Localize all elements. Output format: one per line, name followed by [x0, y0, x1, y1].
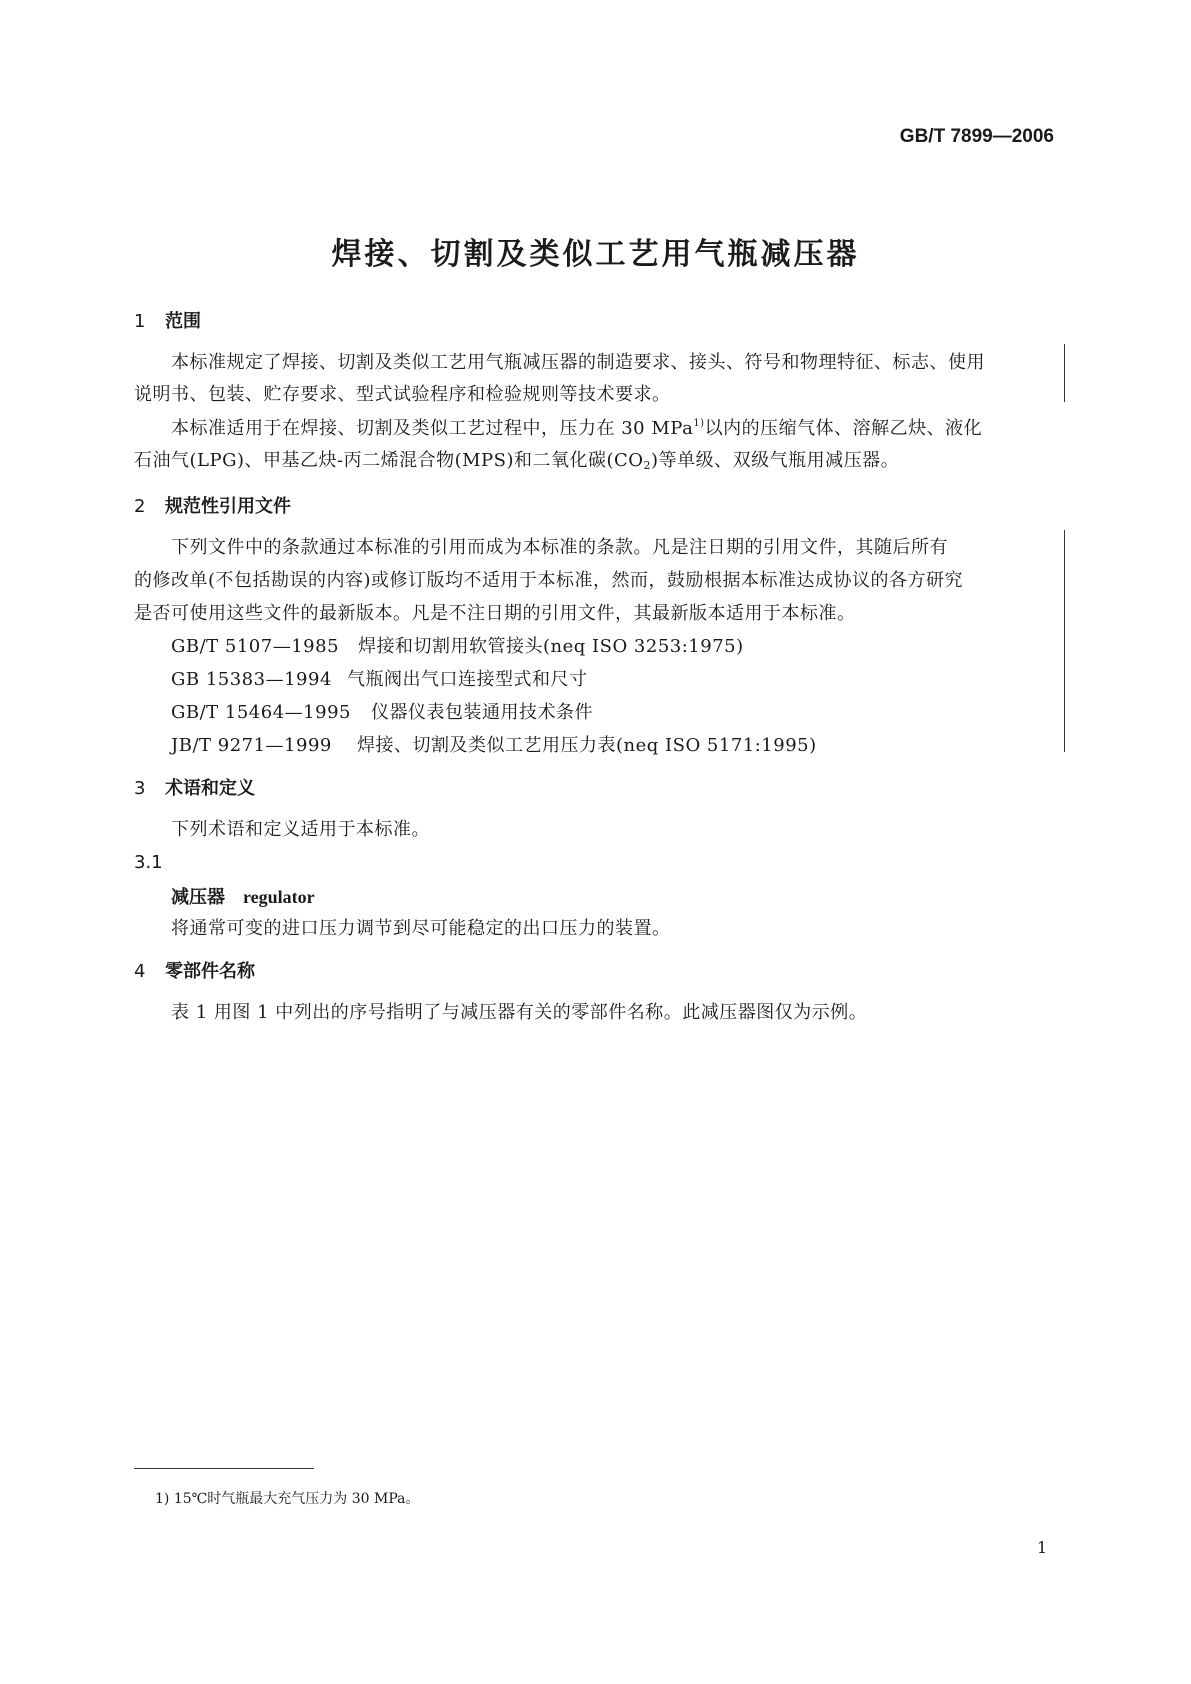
subscript: 2 — [643, 459, 652, 472]
s3-intro: 下列术语和定义适用于本标准。 — [171, 819, 430, 840]
page-number: 1 — [1037, 1538, 1048, 1557]
s2-para1-line2: 的修改单(不包括勘误的内容)或修订版均不适用于本标准，然而，鼓励根据本标准达成协议的各方研究 — [134, 570, 964, 591]
reference-code: JB/T 9271—1999 — [171, 735, 332, 756]
s2-para1-line3: 是否可使用这些文件的最新版本。凡是不注日期的引用文件，其最新版本适用于本标准。 — [134, 603, 856, 624]
section-3-heading — [134, 774, 255, 800]
reference-item — [171, 698, 593, 724]
reference-item — [171, 731, 817, 757]
footnote-marker: 1) — [693, 418, 705, 429]
s1-para1-line1: 本标准规定了焊接、切割及类似工艺用气瓶减压器的制造要求、接头、符号和物理特征、标志、使用 — [171, 352, 985, 373]
reference-code: GB/T 5107—1985 — [171, 636, 340, 657]
reference-title: 气瓶阀出气口连接型式和尺寸 — [347, 669, 588, 690]
reference-title: 焊接和切割用软管接头(neq ISO 3253:1975) — [358, 636, 744, 657]
reference-item — [171, 632, 744, 658]
section-2-heading — [134, 492, 291, 518]
term-english: regulator — [243, 887, 315, 907]
footnote-rule — [134, 1468, 314, 1469]
term-entry — [171, 883, 315, 909]
s4-para1: 表 1 用图 1 中列出的序号指明了与减压器有关的零部件名称。此减压器图仅为示例。 — [171, 1002, 868, 1023]
section-4-heading — [134, 957, 255, 983]
s1-para2-line2 — [134, 446, 899, 472]
subsection-number: 3.1 — [134, 852, 163, 873]
section-number: 3 — [134, 778, 146, 799]
reference-title: 焊接、切割及类似工艺用压力表(neq ISO 5171:1995) — [357, 735, 817, 756]
change-bar — [1064, 530, 1065, 752]
term-chinese: 减压器 — [171, 887, 225, 908]
text-run: 以内的压缩气体、溶解乙炔、液化 — [704, 418, 983, 439]
text-run: )等单级、双级气瓶用减压器。 — [651, 450, 900, 471]
section-1-heading — [134, 307, 201, 333]
footnote: 1) 15℃时气瓶最大充气压力为 30 MPa。 — [155, 1491, 420, 1507]
reference-item — [171, 665, 588, 691]
section-number: 4 — [134, 961, 146, 982]
s2-para1-line1: 下列文件中的条款通过本标准的引用而成为本标准的条款。凡是注日期的引用文件，其随后所有 — [171, 537, 948, 558]
section-title: 零部件名称 — [165, 961, 255, 982]
change-bar — [1064, 344, 1065, 402]
s1-para1-line2: 说明书、包装、贮存要求、型式试验程序和检验规则等技术要求。 — [134, 384, 671, 405]
standard-code: GB/T 7899—2006 — [899, 126, 1054, 147]
text-run: 本标准适用于在焊接、切割及类似工艺过程中，压力在 30 MPa — [171, 418, 694, 439]
term-definition: 将通常可变的进口压力调节到尽可能稳定的出口压力的装置。 — [171, 918, 671, 939]
s1-para2-line1 — [171, 414, 982, 440]
section-number: 1 — [134, 311, 146, 332]
section-number: 2 — [134, 496, 146, 517]
section-title: 规范性引用文件 — [165, 496, 291, 517]
text-run: 石油气(LPG)、甲基乙炔-丙二烯混合物(MPS)和二氧化碳(CO — [134, 450, 644, 471]
reference-code: GB/T 15464—1995 — [171, 702, 351, 723]
document-title: 焊接、切割及类似工艺用气瓶减压器 — [331, 237, 860, 272]
section-title: 范围 — [165, 311, 201, 332]
reference-title: 仪器仪表包装通用技术条件 — [371, 702, 593, 723]
reference-code: GB 15383—1994 — [171, 669, 332, 690]
section-title: 术语和定义 — [165, 778, 255, 799]
